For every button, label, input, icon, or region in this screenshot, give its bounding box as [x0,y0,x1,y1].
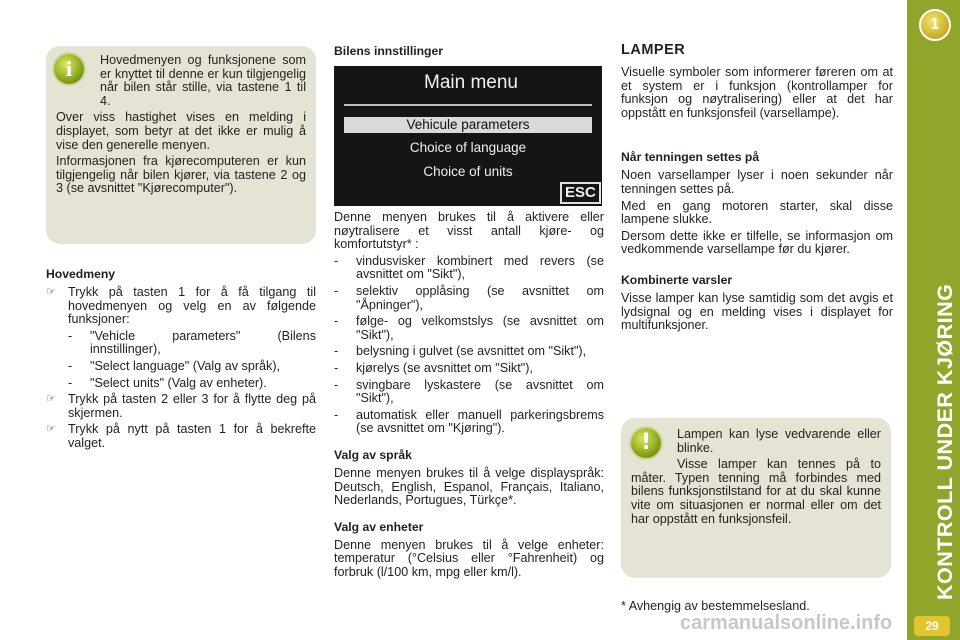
lamper-h2: Kombinerte varsler [621,272,733,287]
screen-item-vehicle-parameters: Vehicule parameters [344,117,592,133]
hovedmeny-bullet-1: ☞ Trykk på tasten 1 for å få tilgang til hovedmenyen og velg en av følgende funksjoner: [46,285,316,327]
hand-pointer-icon: ☞ [46,423,56,436]
warning-p2: Visse lamper kan tennes på to måter. Typen tenning må forbindes med bilens funksjonstilstand for at du skal kunne vite om situasjonen er normal eller om det har oppstått en funksjonsfeil. [631,457,881,526]
lamper-p2: Med en gang motoren starter, skal disse lampene slukke. [621,198,893,227]
lamper-p3: Dersom dette ikke er tilfelle, se informasjon om vedkommende varsellampe før du kjører. [621,228,893,257]
bilens-item-2: - selektiv opplåsing (se avsnittet om "Åpninger"), [334,283,604,312]
bilens-item-7: - automatisk eller manuell parkeringsbrems (se avsnittet om "Kjøring"). [334,407,604,436]
info-icon: i [54,54,84,84]
chapter-title-vertical: KONTROLL UNDER KJØRING [933,283,957,600]
enheter-title: Valg av enheter [334,519,424,534]
info-box-text [56,54,306,199]
screen-title: Main menu [424,72,518,93]
enheter-text: Denne menyen brukes til å velge enheter: temperatur (°Celsius eller °Fahrenheit) og forbruk (l/100 km, mpg eller km/l). [334,537,604,579]
lamper-p4: Visse lamper kan lyse samtidig som det avgis et lydsignal og en melding vises i displayet for multifunksjoner. [621,290,893,333]
screen-item-units: Choice of units [423,164,513,179]
main-menu-screen [334,66,602,206]
hovedmeny-sub-3: - "Select units" (Valg av enheter). [68,375,267,390]
chapter-number-badge: 1 [919,9,951,41]
lamper-intro: Visuelle symboler som informerer føreren om at et system er i funksjon (kontrollamper for funksjon og nøytralisering) eller at det har oppstått en funksjonsfeil (varsellampe). [621,65,893,120]
bilens-item-3: - følge- og velkomstslys (se avsnittet om "Sikt"), [334,314,604,342]
info-p1: Hovedmenyen og funksjonene som er knyttet til denne er kun tilgjengelig når bilen står stille, via tastene 1 til 4. [100,53,306,108]
lamper-title: LAMPER [621,42,686,58]
hovedmeny-section [46,267,316,454]
page-number: 29 [914,616,950,636]
sprak-text: Denne menyen brukes til å velge displayspråk: Deutsch, English, Espanol, Français, Italiano, Nederlands, Portugues, Türkçe*. [334,465,604,508]
info-p3: Informasjonen fra kjørecomputeren er kun tilgjengelig når bilen kjører, via tastene 2 og 3 (se avsnittet "Kjørecomputer"). [56,154,306,196]
warning-box-text [631,428,881,529]
bilens-title: Bilens innstillinger [334,44,444,58]
lamper-p1: Noen varsellamper lyser i noen sekunder når tenningen settes på. [621,168,893,196]
bilens-item-4: - belysning i gulvet (se avsnittet om "Sikt"), [334,344,587,359]
bilens-item-6: - svingbare lyskastere (se avsnittet om "Sikt"), [334,377,604,406]
warning-p1: Lampen kan lyse vedvarende eller blinke. [677,427,881,455]
hovedmeny-bullet-2: ☞ Trykk på tasten 2 eller 3 for å flytte deg på skjermen. [46,392,316,420]
hand-pointer-icon: ☞ [46,286,56,298]
sprak-title: Valg av språk [334,447,412,462]
hovedmeny-sub-2: - "Select language" (Valg av språk), [68,358,281,373]
hand-pointer-icon: ☞ [46,393,56,406]
screen-esc-label: ESC [560,182,601,204]
hovedmeny-bullet-3: ☞ Trykk på nytt på tasten 1 for å bekrefte valget. [46,422,316,450]
lamper-h1: Når tenningen settes på [621,150,760,165]
hovedmeny-sub-1: - "Vehicle parameters" (Bilens innstillinger), [68,328,316,357]
lamper-section [621,42,893,336]
bilens-section [334,211,604,582]
hovedmeny-title: Hovedmeny [46,267,116,281]
watermark: carmanualsonline.info [680,612,893,634]
footnote: * Avhengig av bestemmelsesland. [621,599,810,613]
bilens-item-1: - vindusvisker kombinert med revers (se avsnittet om "Sikt"), [334,253,604,282]
screen-item-language: Choice of language [409,140,527,155]
screen-divider [344,104,592,106]
bilens-intro: Denne menyen brukes til å aktivere eller nøytralisere et visst antall kjøre- og komfortutstyr* : [334,210,604,252]
bilens-item-5: - kjørelys (se avsnittet om "Sikt"), [334,360,533,375]
info-p2: Over viss hastighet vises en melding i displayet, som betyr at det ikke er mulig å vise den generelle menyen. [56,110,306,152]
exclamation-icon: ! [631,428,661,458]
